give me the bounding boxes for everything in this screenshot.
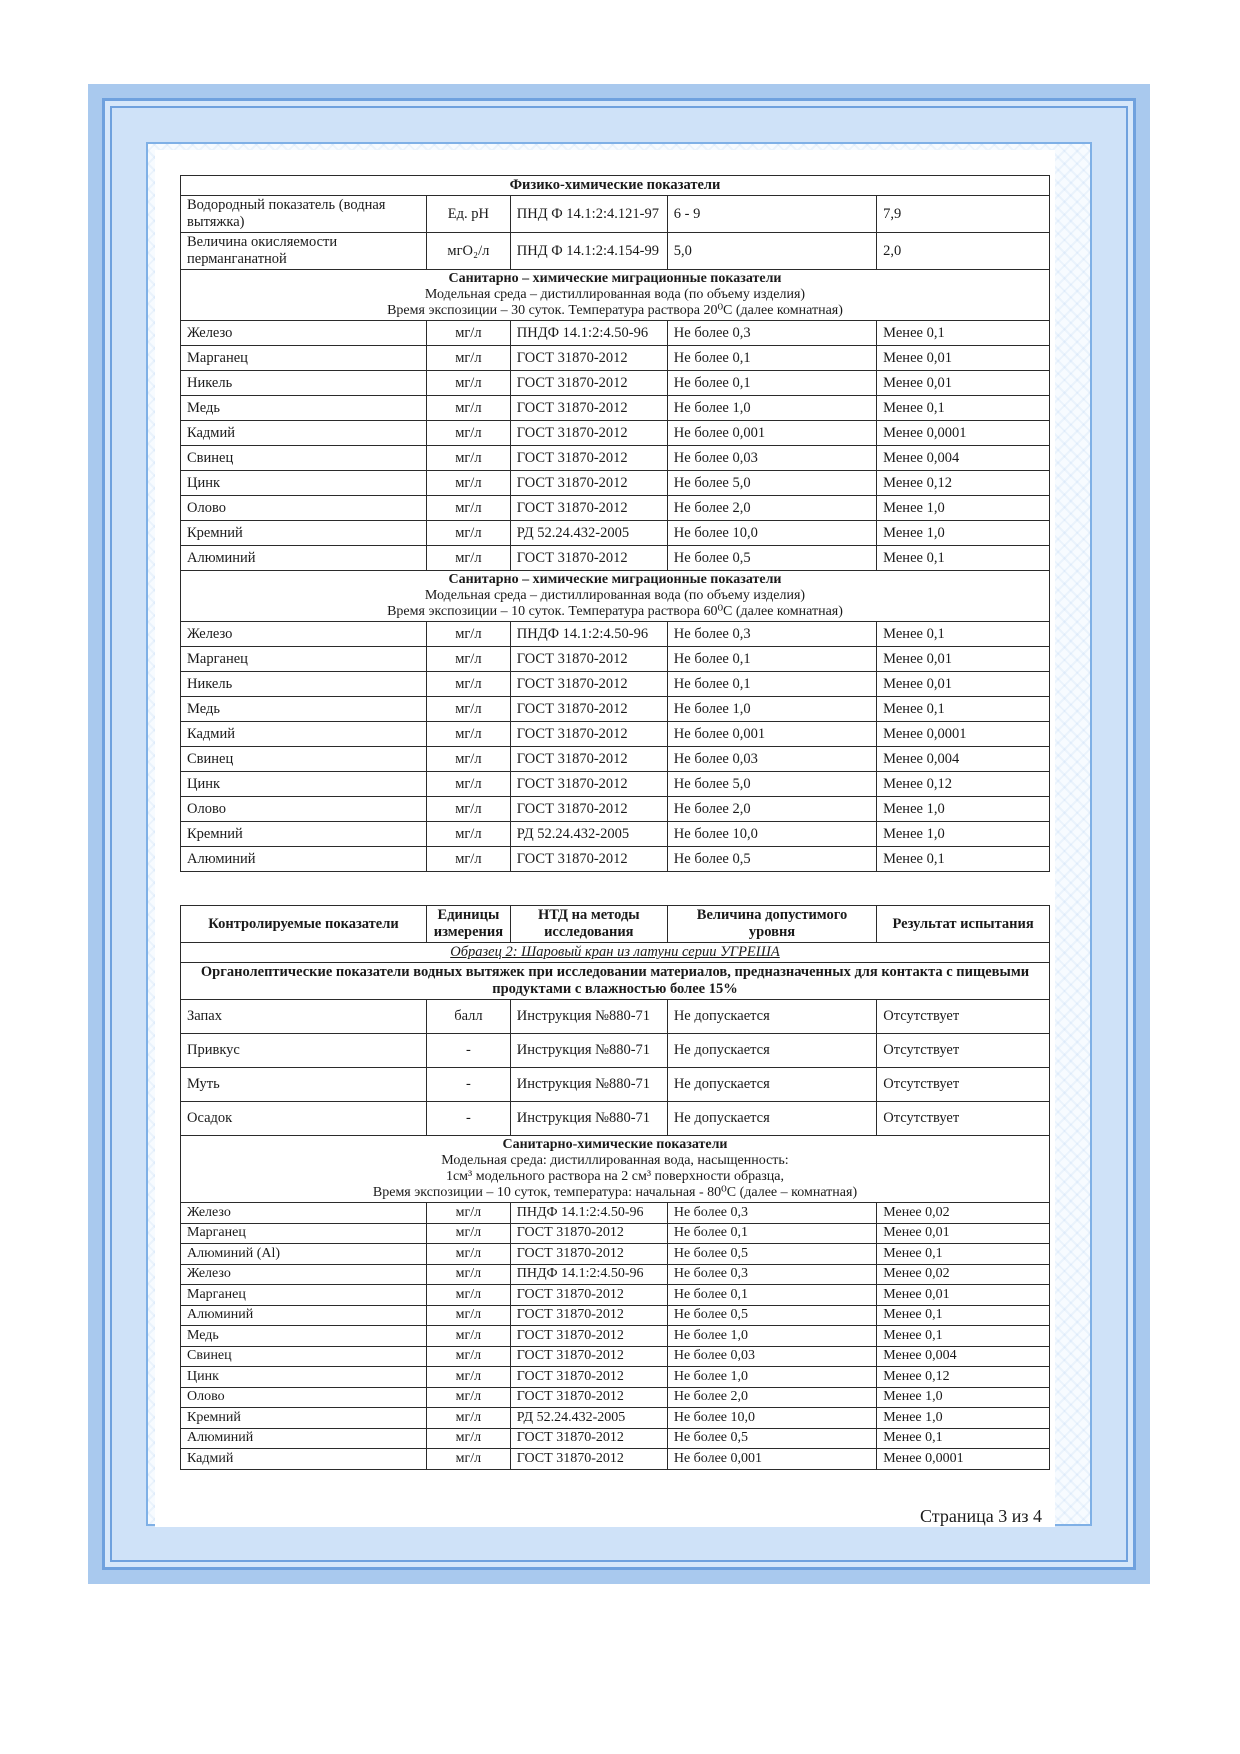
row-norm: Не более 0,5 bbox=[667, 1305, 876, 1326]
row-unit: мг/л bbox=[427, 496, 511, 521]
row-norm: Не более 0,1 bbox=[667, 672, 876, 697]
row-name: Кадмий bbox=[181, 1449, 427, 1470]
table-row bbox=[181, 1068, 1050, 1102]
table-row bbox=[181, 1244, 1050, 1265]
row-result: Менее 0,0001 bbox=[877, 722, 1050, 747]
row-name: Цинк bbox=[181, 471, 427, 496]
row-result: Менее 0,01 bbox=[877, 346, 1050, 371]
row-unit: мг/л bbox=[427, 847, 511, 872]
table-row bbox=[181, 672, 1050, 697]
row-norm: Не более 0,1 bbox=[667, 647, 876, 672]
row-unit: - bbox=[427, 1102, 511, 1136]
row-norm: Не допускается bbox=[667, 1000, 876, 1034]
row-method: ПНД Ф 14.1:2:4.121-97 bbox=[510, 196, 667, 233]
row-method: ГОСТ 31870-2012 bbox=[510, 1346, 667, 1367]
row-unit: мг/л bbox=[427, 1285, 511, 1306]
row-name: Свинец bbox=[181, 747, 427, 772]
row-result: Менее 0,0001 bbox=[877, 1449, 1050, 1470]
row-result: Отсутствует bbox=[877, 1068, 1050, 1102]
row-name: Кремний bbox=[181, 822, 427, 847]
row-unit: мг/л bbox=[427, 647, 511, 672]
row-result: Менее 1,0 bbox=[877, 1387, 1050, 1408]
row-method: ГОСТ 31870-2012 bbox=[510, 1428, 667, 1449]
page-number: Страница 3 из 4 bbox=[920, 1506, 1042, 1526]
table-row bbox=[181, 1034, 1050, 1068]
row-name: Железо bbox=[181, 1264, 427, 1285]
row-name: Железо bbox=[181, 622, 427, 647]
table-row bbox=[181, 822, 1050, 847]
row-name: Запах bbox=[181, 1000, 427, 1034]
row-unit: - bbox=[427, 1034, 511, 1068]
row-result: Менее 1,0 bbox=[877, 496, 1050, 521]
section-title: Санитарно – химические миграционные показатели bbox=[448, 271, 782, 286]
table-row bbox=[181, 697, 1050, 722]
row-norm: Не более 10,0 bbox=[667, 1408, 876, 1429]
header-test-result: Результат испытания bbox=[877, 906, 1050, 943]
table-row bbox=[181, 471, 1050, 496]
row-name: Алюминий bbox=[181, 1305, 427, 1326]
table-row bbox=[181, 647, 1050, 672]
row-norm: Не более 5,0 bbox=[667, 772, 876, 797]
row-norm: Не более 0,1 bbox=[667, 1223, 876, 1244]
table-row bbox=[181, 233, 1050, 270]
section-migration-10-days-cell bbox=[181, 571, 1050, 622]
row-unit: мг/л bbox=[427, 396, 511, 421]
sample-title-row bbox=[181, 943, 1050, 963]
row-method: ПНДФ 14.1:2:4.50-96 bbox=[510, 622, 667, 647]
row-result: Отсутствует bbox=[877, 1034, 1050, 1068]
row-norm: Не более 0,001 bbox=[667, 1449, 876, 1470]
row-method: ГОСТ 31870-2012 bbox=[510, 747, 667, 772]
row-name: Марганец bbox=[181, 346, 427, 371]
row-result: Менее 0,01 bbox=[877, 1223, 1050, 1244]
row-method: ПНДФ 14.1:2:4.50-96 bbox=[510, 1264, 667, 1285]
row-method: РД 52.24.432-2005 bbox=[510, 521, 667, 546]
row-method: ГОСТ 31870-2012 bbox=[510, 697, 667, 722]
row-result: Менее 0,1 bbox=[877, 697, 1050, 722]
row-result: Менее 0,02 bbox=[877, 1264, 1050, 1285]
row-method: ГОСТ 31870-2012 bbox=[510, 1367, 667, 1388]
row-norm: Не более 0,03 bbox=[667, 446, 876, 471]
row-name: Кремний bbox=[181, 1408, 427, 1429]
exposure-text: Время экспозиции – 10 суток, температура: начальная - 80⁰С (далее – комнатная) bbox=[372, 1185, 858, 1200]
row-unit: мг/л bbox=[427, 1326, 511, 1347]
table-row bbox=[181, 521, 1050, 546]
row-name: Водородный показатель (водная вытяжка) bbox=[181, 196, 427, 233]
row-result: Менее 0,01 bbox=[877, 672, 1050, 697]
row-unit: балл bbox=[427, 1000, 511, 1034]
medium-text: Модельная среда: дистиллированная вода, насыщенность: bbox=[441, 1153, 789, 1168]
row-method: ГОСТ 31870-2012 bbox=[510, 496, 667, 521]
row-norm: Не допускается bbox=[667, 1102, 876, 1136]
row-norm: Не более 1,0 bbox=[667, 1367, 876, 1388]
row-unit: мг/л bbox=[427, 622, 511, 647]
row-name: Муть bbox=[181, 1068, 427, 1102]
header-parameters: Контролируемые показатели bbox=[181, 906, 427, 943]
row-name: Медь bbox=[181, 697, 427, 722]
row-method: ГОСТ 31870-2012 bbox=[510, 371, 667, 396]
row-result: Менее 0,004 bbox=[877, 747, 1050, 772]
row-unit: мг/л bbox=[427, 1449, 511, 1470]
row-method: ПНДФ 14.1:2:4.50-96 bbox=[510, 1203, 667, 1224]
row-result: Менее 0,1 bbox=[877, 847, 1050, 872]
row-unit: мг/л bbox=[427, 346, 511, 371]
row-unit: мг/л bbox=[427, 1203, 511, 1224]
row-result: Менее 0,1 bbox=[877, 1305, 1050, 1326]
row-norm: Не более 0,1 bbox=[667, 1285, 876, 1306]
table-row bbox=[181, 1203, 1050, 1224]
table-row bbox=[181, 196, 1050, 233]
table-row bbox=[181, 446, 1050, 471]
exposure-text: Время экспозиции – 30 суток. Температура раствора 20⁰С (далее комнатная) bbox=[387, 303, 843, 318]
row-method: ГОСТ 31870-2012 bbox=[510, 1223, 667, 1244]
row-result: 7,9 bbox=[877, 196, 1050, 233]
row-result: Менее 0,004 bbox=[877, 446, 1050, 471]
row-norm: Не более 0,001 bbox=[667, 722, 876, 747]
row-method: Инструкция №880-71 bbox=[510, 1102, 667, 1136]
row-unit: мг/л bbox=[427, 722, 511, 747]
row-norm: Не более 0,3 bbox=[667, 622, 876, 647]
row-result: Менее 0,01 bbox=[877, 647, 1050, 672]
row-norm: Не более 0,3 bbox=[667, 1203, 876, 1224]
row-unit: мгО₂/л bbox=[427, 233, 511, 270]
row-norm: 6 - 9 bbox=[667, 196, 876, 233]
row-method: Инструкция №880-71 bbox=[510, 1000, 667, 1034]
row-result: Менее 0,02 bbox=[877, 1203, 1050, 1224]
table-row bbox=[181, 1305, 1050, 1326]
sample-2-table bbox=[180, 905, 1050, 1470]
row-name: Алюминий bbox=[181, 546, 427, 571]
row-name: Алюминий bbox=[181, 1428, 427, 1449]
sample-title: Образец 2: Шаровый кран из латуни серии УГРЕША bbox=[450, 944, 780, 960]
table-row bbox=[181, 1449, 1050, 1470]
medium-text: Модельная среда – дистиллированная вода (по объему изделия) bbox=[424, 588, 806, 603]
row-norm: Не более 2,0 bbox=[667, 797, 876, 822]
section-organoleptic-title: Органолептические показатели водных вытяжек при исследовании материалов, предназначенных для контакта с пищевыми продуктами с влажностью более 15% bbox=[181, 963, 1050, 1000]
row-method: Инструкция №880-71 bbox=[510, 1034, 667, 1068]
row-norm: Не более 0,5 bbox=[667, 847, 876, 872]
row-norm: Не более 0,001 bbox=[667, 421, 876, 446]
row-result: Менее 0,1 bbox=[877, 1244, 1050, 1265]
row-unit: мг/л bbox=[427, 521, 511, 546]
section-organoleptic bbox=[181, 963, 1050, 1000]
row-result: Менее 0,1 bbox=[877, 1326, 1050, 1347]
row-norm: Не допускается bbox=[667, 1068, 876, 1102]
row-norm: Не более 2,0 bbox=[667, 1387, 876, 1408]
row-norm: Не более 0,3 bbox=[667, 1264, 876, 1285]
row-unit: Ед. pH bbox=[427, 196, 511, 233]
row-name: Кадмий bbox=[181, 722, 427, 747]
row-method: ГОСТ 31870-2012 bbox=[510, 1449, 667, 1470]
row-norm: Не более 0,1 bbox=[667, 371, 876, 396]
row-norm: Не более 10,0 bbox=[667, 822, 876, 847]
row-unit: мг/л bbox=[427, 697, 511, 722]
row-result: Менее 1,0 bbox=[877, 1408, 1050, 1429]
row-name: Цинк bbox=[181, 772, 427, 797]
row-name: Медь bbox=[181, 1326, 427, 1347]
row-name: Марганец bbox=[181, 1223, 427, 1244]
section-title: Санитарно-химические показатели bbox=[502, 1137, 728, 1152]
row-name: Никель bbox=[181, 672, 427, 697]
ratio-text: 1см³ модельного раствора на 2 см³ поверхности образца, bbox=[445, 1169, 785, 1184]
row-unit: мг/л bbox=[427, 1223, 511, 1244]
table-row bbox=[181, 797, 1050, 822]
row-method: ГОСТ 31870-2012 bbox=[510, 672, 667, 697]
section-title: Санитарно – химические миграционные показатели bbox=[448, 572, 782, 587]
row-norm: Не более 0,5 bbox=[667, 1244, 876, 1265]
row-name: Привкус bbox=[181, 1034, 427, 1068]
physico-chemical-table bbox=[180, 175, 1050, 872]
row-method: ГОСТ 31870-2012 bbox=[510, 647, 667, 672]
section-sanitary-chemical-cell bbox=[181, 1136, 1050, 1203]
row-method: ГОСТ 31870-2012 bbox=[510, 1285, 667, 1306]
section-migration-30-days-cell bbox=[181, 270, 1050, 321]
row-norm: Не более 0,1 bbox=[667, 346, 876, 371]
row-method: ГОСТ 31870-2012 bbox=[510, 722, 667, 747]
row-method: ГОСТ 31870-2012 bbox=[510, 1305, 667, 1326]
row-method: ПНД Ф 14.1:2:4.154-99 bbox=[510, 233, 667, 270]
row-unit: мг/л bbox=[427, 672, 511, 697]
row-result: Менее 0,01 bbox=[877, 1285, 1050, 1306]
row-unit: мг/л bbox=[427, 1305, 511, 1326]
table-row bbox=[181, 1346, 1050, 1367]
section-physico-chemical bbox=[181, 176, 1050, 196]
row-unit: мг/л bbox=[427, 1387, 511, 1408]
table-row bbox=[181, 1102, 1050, 1136]
row-name: Марганец bbox=[181, 647, 427, 672]
row-norm: Не более 1,0 bbox=[667, 1326, 876, 1347]
row-result: Отсутствует bbox=[877, 1102, 1050, 1136]
row-name: Железо bbox=[181, 321, 427, 346]
row-unit: мг/л bbox=[427, 1346, 511, 1367]
row-method: ГОСТ 31870-2012 bbox=[510, 421, 667, 446]
row-name: Алюминий (Al) bbox=[181, 1244, 427, 1265]
section-physico-chemical-title: Физико-химические показатели bbox=[181, 176, 1050, 196]
table-row bbox=[181, 1264, 1050, 1285]
row-norm: Не более 0,3 bbox=[667, 321, 876, 346]
row-norm: 5,0 bbox=[667, 233, 876, 270]
row-method: ГОСТ 31870-2012 bbox=[510, 1244, 667, 1265]
table-row bbox=[181, 396, 1050, 421]
row-result: Менее 1,0 bbox=[877, 797, 1050, 822]
row-unit: - bbox=[427, 1068, 511, 1102]
header-units: Единицы измерения bbox=[427, 906, 511, 943]
table-row bbox=[181, 722, 1050, 747]
row-name: Цинк bbox=[181, 1367, 427, 1388]
row-result: Менее 0,004 bbox=[877, 1346, 1050, 1367]
section-migration-30-days bbox=[181, 270, 1050, 321]
table-row bbox=[181, 421, 1050, 446]
table-row bbox=[181, 1285, 1050, 1306]
header-methods: НТД на методы исследования bbox=[510, 906, 667, 943]
section-migration-10-days bbox=[181, 571, 1050, 622]
table-row bbox=[181, 1000, 1050, 1034]
table-row bbox=[181, 622, 1050, 647]
row-result: Менее 0,12 bbox=[877, 772, 1050, 797]
row-name: Осадок bbox=[181, 1102, 427, 1136]
row-unit: мг/л bbox=[427, 822, 511, 847]
row-norm: Не более 2,0 bbox=[667, 496, 876, 521]
medium-text: Модельная среда – дистиллированная вода (по объему изделия) bbox=[424, 287, 806, 302]
row-method: ГОСТ 31870-2012 bbox=[510, 471, 667, 496]
table-row bbox=[181, 747, 1050, 772]
row-result: Менее 0,1 bbox=[877, 321, 1050, 346]
row-method: РД 52.24.432-2005 bbox=[510, 822, 667, 847]
table-row bbox=[181, 1428, 1050, 1449]
row-unit: мг/л bbox=[427, 772, 511, 797]
row-method: ГОСТ 31870-2012 bbox=[510, 396, 667, 421]
row-method: ГОСТ 31870-2012 bbox=[510, 546, 667, 571]
row-method: ГОСТ 31870-2012 bbox=[510, 847, 667, 872]
row-norm: Не более 0,03 bbox=[667, 1346, 876, 1367]
row-name: Свинец bbox=[181, 446, 427, 471]
row-name: Кремний bbox=[181, 521, 427, 546]
row-norm: Не допускается bbox=[667, 1034, 876, 1068]
row-name: Олово bbox=[181, 797, 427, 822]
table-row bbox=[181, 321, 1050, 346]
table-row bbox=[181, 371, 1050, 396]
section-sanitary-chemical bbox=[181, 1136, 1050, 1203]
row-name: Марганец bbox=[181, 1285, 427, 1306]
sample-title-cell bbox=[181, 943, 1050, 963]
table-row bbox=[181, 346, 1050, 371]
row-name: Медь bbox=[181, 396, 427, 421]
row-result: 2,0 bbox=[877, 233, 1050, 270]
row-result: Менее 1,0 bbox=[877, 822, 1050, 847]
table-row bbox=[181, 1387, 1050, 1408]
row-norm: Не более 0,5 bbox=[667, 1428, 876, 1449]
row-method: ПНДФ 14.1:2:4.50-96 bbox=[510, 321, 667, 346]
row-name: Олово bbox=[181, 496, 427, 521]
row-unit: мг/л bbox=[427, 371, 511, 396]
row-name: Олово bbox=[181, 1387, 427, 1408]
row-method: ГОСТ 31870-2012 bbox=[510, 1387, 667, 1408]
table-row bbox=[181, 847, 1050, 872]
row-result: Менее 0,1 bbox=[877, 396, 1050, 421]
row-method: ГОСТ 31870-2012 bbox=[510, 797, 667, 822]
row-unit: мг/л bbox=[427, 471, 511, 496]
row-result: Менее 0,12 bbox=[877, 1367, 1050, 1388]
row-norm: Не более 5,0 bbox=[667, 471, 876, 496]
row-result: Менее 0,12 bbox=[877, 471, 1050, 496]
row-result: Менее 0,1 bbox=[877, 622, 1050, 647]
row-result: Менее 0,01 bbox=[877, 371, 1050, 396]
row-method: ГОСТ 31870-2012 bbox=[510, 772, 667, 797]
row-unit: мг/л bbox=[427, 1408, 511, 1429]
row-method: ГОСТ 31870-2012 bbox=[510, 1326, 667, 1347]
row-unit: мг/л bbox=[427, 1264, 511, 1285]
table-row bbox=[181, 1408, 1050, 1429]
row-unit: мг/л bbox=[427, 421, 511, 446]
row-unit: мг/л bbox=[427, 1244, 511, 1265]
row-name: Никель bbox=[181, 371, 427, 396]
row-norm: Не более 1,0 bbox=[667, 396, 876, 421]
row-norm: Не более 0,03 bbox=[667, 747, 876, 772]
row-result: Менее 0,1 bbox=[877, 1428, 1050, 1449]
row-unit: мг/л bbox=[427, 446, 511, 471]
row-unit: мг/л bbox=[427, 546, 511, 571]
table-row bbox=[181, 496, 1050, 521]
row-name: Алюминий bbox=[181, 847, 427, 872]
row-name: Величина окисляемости перманганатной bbox=[181, 233, 427, 270]
table-row bbox=[181, 1326, 1050, 1347]
table-row bbox=[181, 1223, 1050, 1244]
row-name: Свинец bbox=[181, 1346, 427, 1367]
table-row bbox=[181, 1367, 1050, 1388]
row-result: Менее 0,0001 bbox=[877, 421, 1050, 446]
row-unit: мг/л bbox=[427, 1367, 511, 1388]
row-result: Менее 1,0 bbox=[877, 521, 1050, 546]
row-unit: мг/л bbox=[427, 321, 511, 346]
table-row bbox=[181, 772, 1050, 797]
row-result: Менее 0,1 bbox=[877, 546, 1050, 571]
row-method: Инструкция №880-71 bbox=[510, 1068, 667, 1102]
row-unit: мг/л bbox=[427, 747, 511, 772]
row-method: ГОСТ 31870-2012 bbox=[510, 346, 667, 371]
row-norm: Не более 1,0 bbox=[667, 697, 876, 722]
row-result: Отсутствует bbox=[877, 1000, 1050, 1034]
row-unit: мг/л bbox=[427, 1428, 511, 1449]
header-allowed-level: Величина допустимого уровня bbox=[667, 906, 876, 943]
exposure-text: Время экспозиции – 10 суток. Температура раствора 60⁰С (далее комнатная) bbox=[387, 604, 843, 619]
row-method: ГОСТ 31870-2012 bbox=[510, 446, 667, 471]
row-norm: Не более 0,5 bbox=[667, 546, 876, 571]
table-row bbox=[181, 546, 1050, 571]
row-unit: мг/л bbox=[427, 797, 511, 822]
row-name: Железо bbox=[181, 1203, 427, 1224]
row-method: РД 52.24.432-2005 bbox=[510, 1408, 667, 1429]
row-name: Кадмий bbox=[181, 421, 427, 446]
row-norm: Не более 10,0 bbox=[667, 521, 876, 546]
